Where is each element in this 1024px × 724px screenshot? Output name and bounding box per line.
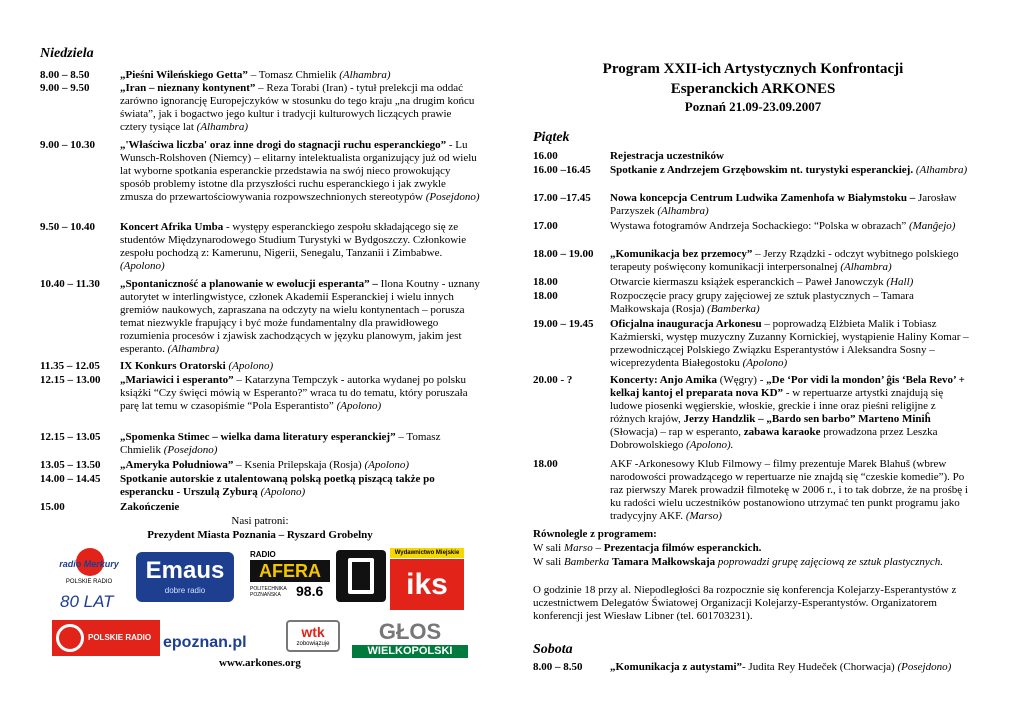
wtk-logo [286,620,340,652]
entry-time: 17.00 –17.45 [533,192,591,204]
merkury-name: radio Merkury [59,559,119,569]
program-entry [533,290,973,316]
concert-artist: : Anjo Amika [653,374,717,386]
concert-text: - w repertuarze artystki znajdują się ludowe piosenki węgierskie, włoskie, greckie i inne oraz pieśni religijne z różnych krajów, [610,387,944,425]
program-entry [533,458,973,523]
program-entry [533,164,973,177]
polskie-radio-name: POLSKIE RADIO [88,633,152,642]
parallel-title: Prezentacja filmów esperanckich. [603,542,762,554]
afera-name: AFERA [250,560,330,582]
entry-time: 15.00 [40,501,65,513]
entry-time: 9.50 – 10.40 [40,221,95,233]
entry-title: IX Konkurs Oratorski [120,360,226,372]
program-entry [40,221,480,273]
entry-place: (Alhambra) [840,261,892,273]
entry-title: „Spomenka Stimec – wielka dama literatury esperanckiej” [120,431,396,443]
entry-time: 12.15 – 13.00 [40,374,101,386]
emaus-name: Emaus [145,557,225,584]
80-lat-logo: 80 LAT [60,592,114,611]
parallel-dash: – [592,542,604,554]
entry-place: (Apolono) [364,459,410,471]
entry-text: – Reza Torabi (Iran) - tytuł prelekcji ma oddać zarówno ignorancję Europejczyków w stosunku do tego kraju „na drugim końcu świata”, jak i bogactwo jego kultur i tradycji kulturowych liczących prawie cztery tysiące lat [120,82,475,133]
polskie-radio-logo [52,620,160,656]
program-entry [533,248,973,274]
entry-place: (Apolono) [120,260,165,272]
karaoke: zabawa karaoke [743,426,821,438]
program-entry [533,276,973,289]
parallel-person: Tamara Małkowskaja [611,556,716,568]
program-entry [40,360,480,373]
entry-time: 14.00 – 14.45 [40,473,101,485]
entry-time: 12.15 – 13.05 [40,431,101,443]
entry-time: 11.35 – 12.05 [40,360,100,372]
website: www.arkones.org [219,657,301,669]
afera-sub: POLITECHNIKA POZNAŃSKA [250,586,287,598]
program-title: Program XXII-ich Artystycznych Konfrontacji [602,61,904,77]
parallel-text: W sali [533,556,564,568]
merkury-sub: POLSKIE RADIO [65,579,113,585]
entry-title: Nowa koncepcja Centrum Ludwika Zamenhofa w Białymstoku – [610,192,916,204]
entry-text: Ilona Koutny - uznany autorytet w interlingwistyce, członek Akademii Esperanckiej i wielu innych gremiów naukowych, zapraszana na odczyty na wielu kontynentach – porusza temat niezwykle frapujący i być może fundamentalny dla prawidłowego rozumienia procesów i zjawisk zachodzących w języku planowym, jakim jest esperanto. [120,278,480,355]
program-entry [40,374,480,413]
entry-place: (Apolono). [686,439,734,451]
emaus-sub: dobre radio [164,586,206,595]
entry-text: – poprowadzą Elżbieta Malik i Tobiasz Kaźmierski, występ muzyczny Zuzanny Kornickiej, wystąpienie Haliny Komar – przewodniczącej Polskiego Związku Esperantystów i Aleksandra Sosny – wiceprezydenta Białegostoku [610,318,969,369]
entry-time: 17.00 [533,220,558,232]
program-subtitle: Esperanckich ARKONES [670,81,836,97]
parallel-item [533,556,973,569]
wielkopolski-name: WIELKOPOLSKI [352,645,468,658]
program-entry [533,150,973,163]
entry-place: (Alhambra) [167,343,219,355]
entry-time: 9.00 – 9.50 [40,82,90,94]
entry-time: 16.00 –16.45 [533,164,591,176]
entry-place: (Posejdono) [897,661,952,673]
program-entry [533,220,973,233]
entry-text: - Lu Wunsch-Rolshoven (Niemcy) – elitarny intelektualista organizujący już od wielu lat wyborne spotkania esperanckie przedstawia na swój nieco prowokujący sposób problemy istotne dla przyszłości ruchu esperanckiego i jak zwykle zmusza do przewartościowywania rozpowszechnionych stereotypów [120,139,477,203]
entry-title: „Spontaniczność a planowanie w ewolucji esperanta” – [120,278,378,290]
entry-text: Otwarcie kiermaszu książek esperanckich – Paweł Janowczyk [610,276,887,288]
entry-text: - Judita Rey Hudeček (Chorwacja) [742,661,898,673]
program-entry [40,459,480,472]
entry-place: (Alhambra) [339,69,391,81]
entry-title: „Komunikacja bez przemocy” [610,248,753,260]
concert-text-2: (Słowacja) – rap w esperanto, [610,426,744,438]
parallel-heading: Równolegle z programem: [533,528,657,540]
entry-text: Jarosław Parzyszek [610,192,957,217]
entry-place: (Posejdono) [163,444,218,456]
entry-time: 8.00 – 8.50 [40,69,90,81]
entry-text: AKF -Arkonesowy Klub Filmowy – filmy prezentuje Marek Blahuš (wbrew narodowości prowadzącego w repertuarze nie znajdą się “czeskie komedie”). Po raz pierwszy Marek prowadził filmotekę w 2006 r., i to tak dobrze, że na prośbę i ku radości wielu uczestników postanowiono utrzymać ten punkt programu jako tradycyjny AKF. [610,458,968,522]
entry-time: 16.00 [533,150,558,162]
program-entry [40,473,480,499]
iks-publisher: Wydawnictwo Miejskie [390,548,464,558]
entry-place: (Posejdono) [425,191,480,203]
entry-title: „Iran – nieznany kontynent” [120,82,256,94]
entry-place: (Apolono) [228,360,274,372]
program-entry [40,69,480,82]
program-entry [40,431,480,457]
entry-text: – Tomasz Chmielik [120,431,441,456]
glos-wielkopolski-logo [352,620,468,660]
entry-place: (Alhambra) [915,164,968,176]
entry-title: Koncert Afrika Umba [120,221,224,233]
program-entry [40,82,480,134]
radio-merkury-logo [58,546,120,590]
wydawnictwo-miejskie-logo [390,548,464,610]
entry-text: – Jerzy Rządzki - odczyt wybitnego polskiego terapeuty poświęcony komunikacji interpersonalnej [610,248,959,273]
entry-time: 18.00 – 19.00 [533,248,594,260]
program-entry [40,139,480,204]
entry-time: 13.05 – 13.50 [40,459,101,471]
entry-time: 8.00 – 8.50 [533,661,583,673]
entry-place: (Apolono) [336,400,382,412]
patrons-label: Nasi patroni: [231,515,289,527]
concert-title: „De ‘Por vidi la mondon’ ĝis ‘Bela Revo’ + kelkaj kantoj el preparata nova KD” [610,374,965,399]
afera-top: RADIO [250,550,276,559]
parallel-text: W sali [533,542,564,554]
entry-place: (Apolono) [742,357,788,369]
parallel-room: Marso [563,542,593,554]
entry-text: Wystawa fotogramów Andrzeja Sochackiego: “Polska w obrazach” [610,220,909,232]
program-entry [533,661,973,674]
entry-text: – Katarzyna Tempczyk - autorka wydanej po polsku książki “Czy święci mówią w Esperanto?” wraca tu do tematu, który poruszała parę lat temu w czasopiśmie “Pola Esperantisto” [120,374,468,412]
entry-title: „Pieśni Wileńskiego Getta” [120,69,248,81]
entry-place: (Bamberka) [707,303,760,315]
emaus-logo [136,552,234,602]
entry-title: Rejestracja uczestników [610,150,724,162]
entry-place: (Manĝejo) [908,220,956,232]
afera-frequency: 98.6 [296,583,324,599]
entry-text: - występy esperanckiego zespołu składającego się ze studentów Międzynarodowego Studium Turystyki w Bydgoszczy. Członkowie zespołu pochodzą z: Kamerunu, Nigerii, Senegalu, Tanzanii i Zimbabwe. [120,221,467,259]
epoznan-logo: epoznan.pl [163,634,247,651]
p-logo [336,550,386,602]
program-entry [40,501,480,514]
entry-place: (Apolono) [260,486,306,498]
program-entry [533,318,973,370]
entry-title: „'Właściwa liczba' oraz inne drogi do stagnacji ruchu esperanckiego” [120,139,447,151]
wtk-name: wtk [301,624,325,640]
radio-circle-icon [56,624,84,652]
parallel-item: O godzinie 18 przy al. Niepodległości 8a rozpocznie się konferencja Kolejarzy-Esperantystów z uczestnictwem Delegatów Światowej Organizacji Kolejarzy-Esperantystów. Organizatorem konferencji jest Wiesław Libner (tel. 601703231). [533,584,957,622]
entry-text: – Tomasz Chmielik [247,69,340,81]
patron-name: Prezydent Miasta Poznania – Ryszard Grobelny [147,529,373,541]
entry-time: 18.00 [533,290,558,302]
concert-origin: (Węgry) - [716,374,767,386]
entry-place: (Alhambra) [657,205,709,217]
radio-afera-logo [250,550,330,608]
entry-text: – Ksenia Prilepskaja (Rosja) [233,459,365,471]
program-dates: Poznań 21.09-23.09.2007 [684,99,822,114]
document-icon [348,558,374,594]
iks-name: iks [390,559,464,610]
entry-title: „Komunikacja z autystami” [610,661,742,673]
entry-title: Oficjalna inauguracja Arkonesu [610,318,762,330]
entry-title: Zakończenie [120,501,180,513]
entry-place: (Marso) [685,510,722,522]
entry-time: 20.00 - ? [533,374,573,386]
concert-text-3: prowadzona przez Leszka Dobrowolskiego [610,426,938,451]
entry-place: (Alhambra) [196,121,248,133]
concert-label: Koncerty [610,374,654,386]
entry-time: 19.00 – 19.45 [533,318,594,330]
parallel-desc: poprowadzi grupę zajęciową ze sztuk plastycznych. [715,556,943,568]
program-entry [533,374,973,452]
program-entry [40,278,480,356]
entry-title: „Ameryka Południowa” [120,459,234,471]
entry-time: 10.40 – 11.30 [40,278,100,290]
entry-time: 18.00 [533,276,558,288]
entry-time: 9.00 – 10.30 [40,139,95,151]
entry-title: „Mariawici i esperanto” [120,374,234,386]
concert-guests: Jerzy Handzlik – „Bardo sen barbo” Marteno Miniĥ [683,413,931,425]
saturday-heading: Sobota [533,642,573,657]
entry-text: Rozpoczęcie pracy grupy zajęciowej ze sztuk plastycznych – Tamara Małkowskaja (Rosja) [610,290,914,315]
glos-name: GŁOS [378,620,442,644]
program-entry [533,192,973,218]
friday-heading: Piątek [533,130,570,145]
entry-time: 18.00 [533,458,558,470]
entry-place: (Hall) [886,276,914,288]
parallel-item [533,542,973,555]
entry-title: Spotkanie autorskie z utalentowaną polską poetką piszącą także po esperancku - Urszulą Zyburą [120,473,435,498]
sunday-heading: Niedziela [40,46,94,61]
entry-title: Spotkanie z Andrzejem Grzębowskim nt. turystyki esperanckiej. [610,164,914,176]
wtk-sub: zobowiązuje [296,641,330,647]
parallel-room: Bamberka [563,556,612,568]
